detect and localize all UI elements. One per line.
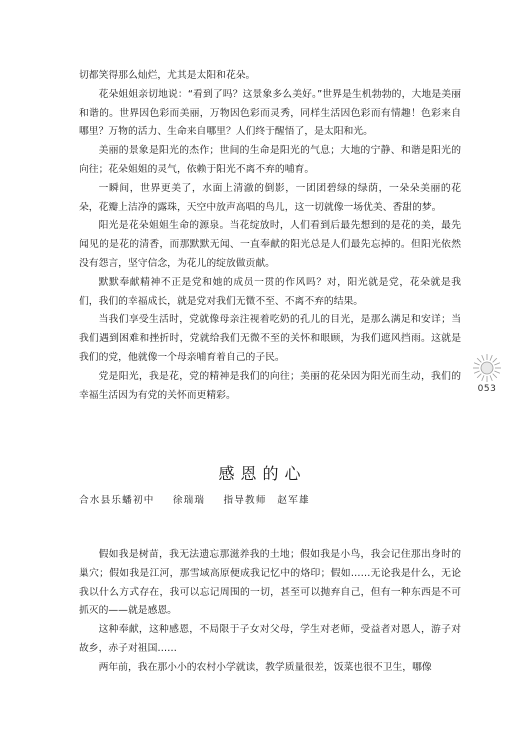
previous-essay-body: [79, 67, 461, 405]
paragraph: 默默奉献精神不正是党和她的成员一贯的作风吗？对，阳光就是党，花朵就是我们，我们的幸福成长，就是党对我们无微不至、不离不弃的结果。: [79, 276, 461, 307]
byline: [79, 492, 461, 506]
paragraph: 阳光是花朵姐姐生命的源泉。当花绽放时，人们看到后最先想到的是花的美，最先闻见的是花的清香，而那默默无闻、一直奉献的阳光总是人们最先忘掉的。但阳光依然没有怨言，坚守信念，为花儿的绽放做贡献。: [79, 220, 461, 269]
school-name: 合水县乐蟠初中: [79, 495, 155, 506]
essay-title: 感恩的心: [218, 464, 307, 483]
advisor-name: 指导教师 赵军雄: [223, 495, 310, 506]
paragraph: 一瞬间，世界更美了，水面上清澈的倒影，一团团碧绿的绿荫，一朵朵美丽的花朵，花瓣上洁净的露珠，天空中放声高唱的鸟儿，这一切就像一场优美、香甜的梦。: [79, 182, 461, 213]
paragraph: 当我们享受生活时，党就像母亲注视着吃奶的孔儿的目光，是那么满足和安详；当我们遇到困难和挫折时，党就给我们无微不至的关怀和眼顾，为我们遮风挡雨。这就是我们的党，他就像一个母亲哺育着自己的子民。: [79, 314, 461, 363]
paragraph: 切都笑得那么灿烂，尤其是太阳和花朵。: [79, 70, 256, 81]
paragraph: 美丽的景象是阳光的杰作；世间的生命是阳光的气息；大地的宁静、和谐是阳光的向往；花朵姐姐的灵气，依赖于阳光不离不弃的哺育。: [79, 145, 461, 175]
essay-body: [79, 546, 461, 678]
paragraph: 花朵姐姐亲切地说：“看到了吗？这景象多么美好。”世界是生机勃勃的，大地是美丽和谐的。世界因色彩而美丽，万物因色彩而灵秀，同样生活因色彩而有情趣！色彩来自哪里？万物的活力、生命来自哪里？人们终于醒悟了，是太阳和光。: [79, 88, 461, 138]
paragraph: 假如我是树苗，我无法遗忘那滋养我的土地；假如我是小鸟，我会记住那出身时的巢穴；假如我是江河，那雪域高原便成我记忆中的烙印；假如……无论我是什么，无论我以什么方式存在，我可以忘记周围的一切，甚至可以抛弃自己，但有一种东西是不可抓灭的——就是感恩。: [79, 549, 461, 617]
paragraph: 两年前，我在那小小的农村小学就读，教学质量很差，饭菜也很不卫生，哪像: [98, 661, 432, 673]
author-name: 徐瑞瑞: [172, 495, 206, 506]
paragraph: 这种奉献，这种感恩，不局限于子女对父母，学生对老师，受益者对恩人，游子对故乡，赤子对祖国……: [79, 624, 461, 654]
page-number: 053: [477, 384, 497, 394]
paragraph: 党是阳光，我是花，党的精神是我们的向往；美丽的花朵因为阳光而生动，我们的幸福生活因为有党的关怀而更精彩。: [79, 370, 461, 401]
